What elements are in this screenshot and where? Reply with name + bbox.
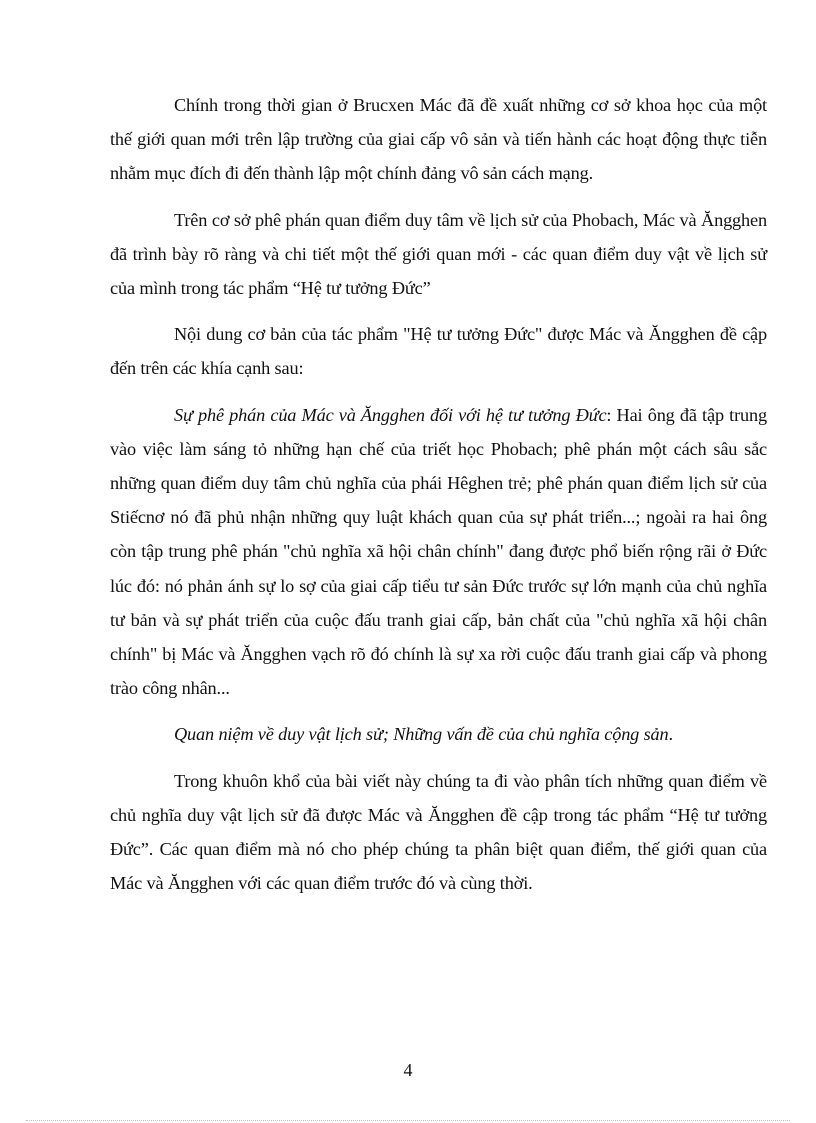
paragraph-tail-punctuation: . [668, 724, 673, 745]
paragraph-analysis-scope: Trong khuôn khổ của bài viết này chúng ta đi vào phân tích những quan điểm về chủ nghĩa duy vật lịch sử đã được Mác và Ăngghen đề cập trong tác phẩm “Hệ tư tưởng Đức”. Các quan điểm mà nó cho phép chúng ta phân biệt quan điểm, thế giới quan của Mác và Ăngghen với các quan điểm trước đó và cùng thời. [110, 770, 767, 894]
italic-lead-phrase: Sự phê phán của Mác và Ăngghen đối với hệ tư tưởng Đức [174, 404, 607, 425]
paragraph-critique-german-ideology [110, 398, 767, 706]
page-number: 4 [403, 1060, 413, 1080]
paragraph-body-text: : Hai ông đã tập trung vào việc làm sáng tỏ những hạn chế của triết học Phobach; phê phán một cách sâu sắc những quan điểm duy tâm chủ nghĩa của phái Hêghen trẻ; phê phán quan điểm lịch sử của Stiếcnơ nó đã phủ nhận những quy luật khách quan của sự phát triển...; ngoài ra hai ông còn tập trung phê phán "chủ nghĩa xã hội chân chính" đang được phổ biến rộng rãi ở Đức lúc đó: nó phản ánh sự lo sợ của giai cấp tiểu tư sản Đức trước sự lớn mạnh của chủ nghĩa tư bản và sự phát triển của cuộc đấu tranh giai cấp, bản chất của "chủ nghĩa xã hội chân chính" bị Mác và Ăngghen vạch rõ đó chính là sự xa rời cuộc đấu tranh giai cấp và phong trào công nhân... [110, 404, 767, 699]
italic-topic-phrase: Quan niệm về duy vật lịch sử; Những vấn đề của chủ nghĩa cộng sản [174, 724, 669, 745]
paragraph-historical-materialism-heading [110, 717, 767, 751]
paragraph-brucxen: Chính trong thời gian ở Brucxen Mác đã đề xuất những cơ sở khoa học của một thế giới quan mới trên lập trường của giai cấp vô sản và tiến hành các hoạt động thực tiễn nhằm mục đích đi đến thành lập một chính đảng vô sản cách mạng. [110, 95, 767, 184]
paragraph-phobach-critique: Trên cơ sở phê phán quan điểm duy tâm về lịch sử của Phobach, Mác và Ăngghen đã trình bày rõ ràng và chi tiết một thế giới quan mới - các quan điểm duy vật về lịch sử của mình trong tác phẩm “Hệ tư tưởng Đức” [110, 209, 767, 299]
document-page [110, 88, 767, 912]
paragraph-basic-content: Nội dung cơ bản của tác phẩm "Hệ tư tưởng Đức" được Mác và Ăngghen đề cập đến trên các khía cạnh sau: [110, 324, 767, 379]
footer-dotted-divider [26, 1120, 790, 1121]
